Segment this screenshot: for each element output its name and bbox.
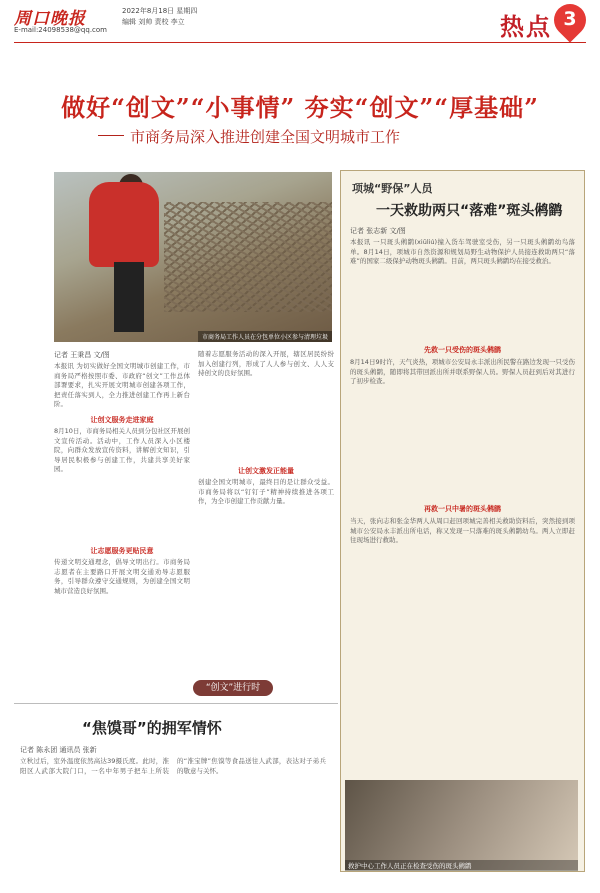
sidebar-photo — [345, 780, 578, 870]
masthead-editors: 编辑 刘帅 责校 李立 — [122, 18, 185, 26]
newspaper-masthead: 周口晚报 — [14, 9, 86, 29]
masthead-email: E-mail:24098538@qq.com — [14, 26, 107, 34]
page-number: 3 — [563, 8, 577, 30]
section-heading-1: 让创文服务走进家庭 — [90, 416, 154, 424]
bottom-article-body: 立秋过后，室外温度依然高达39摄氏度。此时，淮阳区人武部大院门口，一名中年男子把车上所装的“淮宝牌”焦馍等食品送往人武部，表达对子弟兵的敬意与关怀。 — [20, 757, 326, 775]
photo-volunteer-vest — [89, 182, 159, 267]
photo-person-legs — [114, 262, 144, 332]
bottom-reporter: 记者 陈永团 通讯员 张新 — [20, 746, 97, 754]
sidebar-body-1: 8月14日9时许，天气炎热，项城市公安局永丰派出所民警在路边发现一只受伤的斑头鸺鹠，随即将其带回派出所并联系野保人员。野保人员赶到后对其进行了初步检查。 — [350, 358, 575, 385]
bottom-divider — [14, 703, 338, 704]
photo-branches — [164, 202, 332, 312]
bottom-article-title: “焦馍哥”的拥军情怀 — [82, 719, 222, 737]
section-heading-3: 让创文激发正能量 — [238, 467, 294, 475]
creating-civilization-banner: “创文”进行时 — [193, 680, 273, 696]
sidebar-reporter: 记者 张志新 文/图 — [350, 227, 406, 235]
main-body-3: 随着志愿服务活动的深入开展，辖区居民纷纷加入创建行列，形成了人人参与创文、人人支持创文的良好氛围。 — [198, 350, 334, 377]
main-body-4: 创建全国文明城市，最终目的是让群众受益。市商务局将以“钉钉子”精神持续推进各项工作，为全市创建工作贡献力量。 — [198, 478, 334, 505]
main-photo — [54, 172, 332, 342]
sidebar-section-1: 先救一只受伤的斑头鸺鹠 — [424, 346, 501, 354]
section-title: 热点 — [500, 12, 552, 41]
main-intro: 本报讯 为切实做好全国文明城市创建工作，市商务局严格按照市委、市政府“创文”工作总体部署要求，扎实开展文明城市创建各项工作，把责任落实到人，全力推进创建工作再上新台阶。 — [54, 362, 190, 408]
main-reporter: 记者 王秉昌 文/图 — [54, 351, 110, 359]
sidebar-photo-caption: 救护中心工作人员正在检查受伤的斑头鸺鹠 — [345, 860, 578, 871]
main-subhead: 市商务局深入推进创建全国文明城市工作 — [130, 128, 401, 146]
main-body-2: 传递文明交通理念，倡导文明出行。市商务局志愿者在主要路口开展文明交通劝导志愿服务，引导群众遵守交通规则，为创建全国文明城市营造良好氛围。 — [54, 558, 190, 595]
sidebar-title: 一天救助两只“落难”斑头鸺鹠 — [376, 203, 563, 219]
masthead-date: 2022年8月18日 星期四 — [122, 7, 198, 15]
sidebar-kicker: 项城“野保”人员 — [352, 182, 433, 195]
section-heading-2: 让志愿服务更贴民意 — [90, 547, 154, 555]
sidebar-intro: 本报讯 一只斑头鸺鹠(xiūliú)撞入货车驾驶室受伤，另一只斑头鸺鹠幼鸟落单。8月14日，项城市自然资源和规划局野生动物保护人员接连救助两只“落难”的国家二级保护动物斑头鸺鹠。目前，两只斑头鸺鹠均在接受救治。 — [350, 238, 575, 265]
main-body-1: 8月10日，市商务局相关人员到分包社区开展创文宣传活动。活动中，工作人员深入小区楼院，向群众发放宣传资料，讲解创文知识，引导居民积极参与创建工作，共建共享美好家园。 — [54, 427, 190, 473]
top-divider — [14, 42, 586, 43]
main-photo-caption: 市商务局工作人员在分包单位小区参与清理垃圾 — [198, 331, 332, 342]
sidebar-section-2: 再救一只中暑的斑头鸺鹠 — [424, 505, 501, 513]
sidebar-body-2: 当天，张向志和张金华两人从周口赶回项城完善相关救助资料后，突然接到项城市公安局永丰派出所电话，称又发现一只落难的斑头鸺鹠幼鸟。两人立即赶往现场进行救助。 — [350, 517, 575, 544]
main-headline: 做好“创文”“小事情” 夯实“创文”“厚基础” — [61, 93, 539, 122]
